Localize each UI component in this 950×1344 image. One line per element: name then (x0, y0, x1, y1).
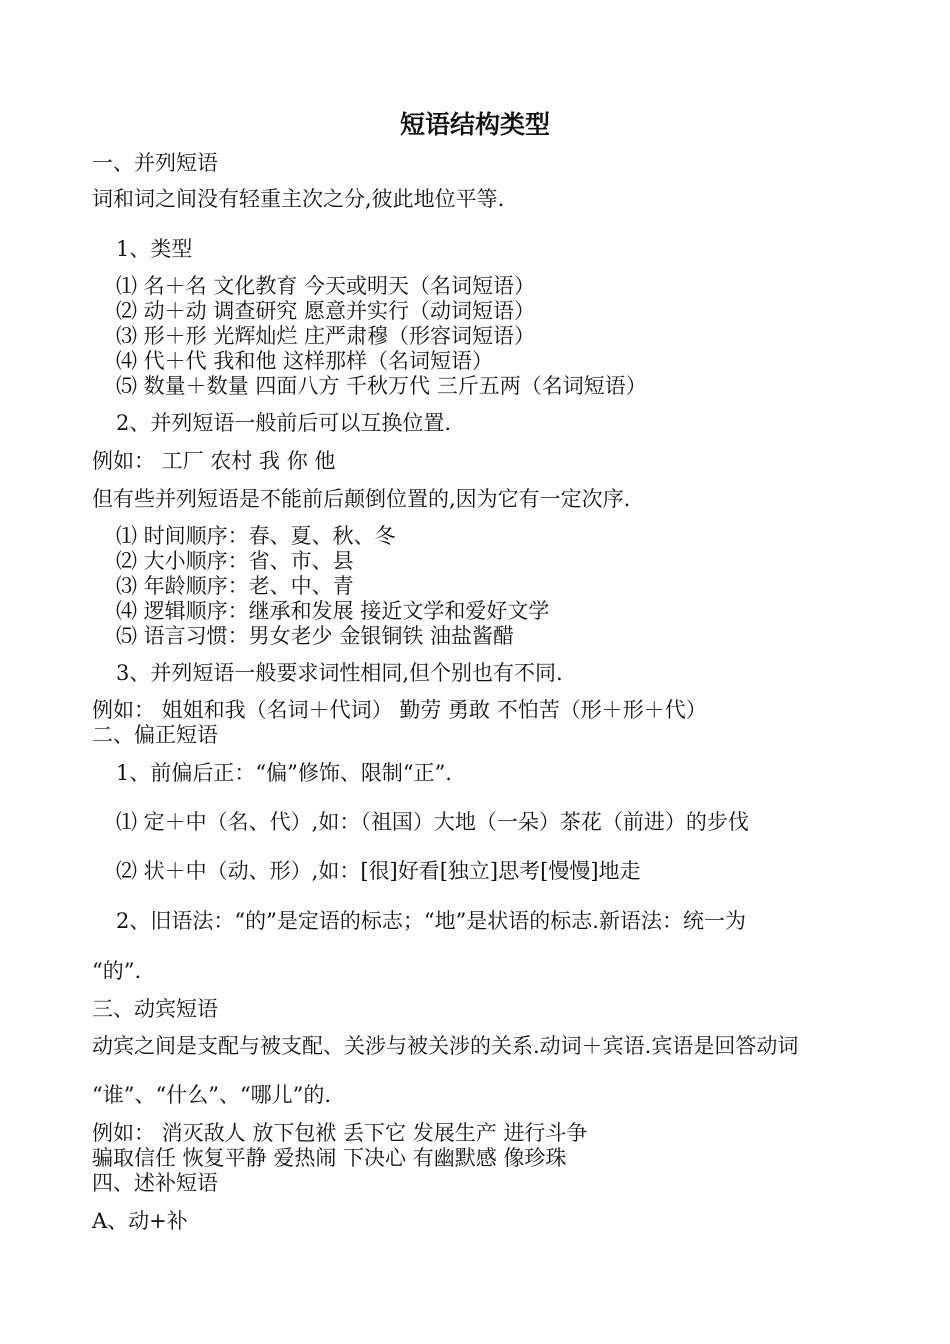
subheading: 3、并列短语一般要求词性相同,但个别也有不同. (116, 661, 563, 685)
paragraph-continuation: “谁”、“什么”、“哪儿”的. (92, 1083, 332, 1107)
list-item: ⑸ 数量＋数量 四面八方 千秋万代 三斤五两（名词短语） (116, 374, 647, 398)
section-heading-complement: 四、述补短语 (92, 1171, 218, 1195)
subheading: 1、前偏后正：“偏”修饰、限制“正”. (116, 761, 452, 785)
section-heading-coordinate: 一、并列短语 (92, 151, 218, 175)
paragraph: 词和词之间没有轻重主次之分,彼此地位平等. (92, 187, 505, 211)
list-item: ⑷ 逻辑顺序：继承和发展 接近文学和爱好文学 (116, 599, 550, 623)
list-item: ⑴ 时间顺序：春、夏、秋、冬 (116, 524, 396, 548)
paragraph: 动宾之间是支配与被支配、关涉与被关涉的关系.动词＋宾语.宾语是回答动词 (92, 1034, 799, 1058)
subheading: A、动+补 (92, 1209, 188, 1233)
example-line: 骗取信任 恢复平静 爱热闹 下决心 有幽默感 像珍珠 (92, 1146, 567, 1170)
section-heading-modifier: 二、偏正短语 (92, 723, 218, 747)
list-item: ⑶ 年龄顺序：老、中、青 (116, 574, 354, 598)
subheading: 2、并列短语一般前后可以互换位置. (116, 411, 452, 435)
page-title: 短语结构类型 (399, 110, 550, 139)
paragraph: 但有些并列短语是不能前后颠倒位置的,因为它有一定次序. (92, 487, 631, 511)
list-item: ⑷ 代＋代 我和他 这样那样（名词短语） (116, 349, 494, 373)
example-line: 例如： 消灭敌人 放下包袱 丢下它 发展生产 进行斗争 (92, 1121, 588, 1145)
example-line: 例如： 姐姐和我（名词＋代词） 勤劳 勇敢 不怕苦（形＋形＋代） (92, 698, 707, 722)
example-line: 例如： 工厂 农村 我 你 他 (92, 449, 336, 473)
list-item: ⑵ 大小顺序：省、市、县 (116, 549, 354, 573)
subheading: 1、类型 (116, 237, 193, 261)
list-item: ⑵ 状＋中（动、形）,如：[很]好看[独立]思考[慢慢]地走 (116, 859, 641, 883)
section-heading-verb-object: 三、动宾短语 (92, 997, 218, 1021)
subheading: 2、旧语法：“的”是定语的标志；“地”是状语的标志.新语法：统一为 (116, 909, 746, 933)
list-item: ⑶ 形＋形 光辉灿烂 庄严肃穆（形容词短语） (116, 324, 536, 348)
list-item: ⑵ 动＋动 调查研究 愿意并实行（动词短语） (116, 299, 536, 323)
list-item: ⑸ 语言习惯：男女老少 金银铜铁 油盐酱醋 (116, 624, 515, 648)
paragraph-continuation: “的”. (92, 959, 142, 983)
list-item: ⑴ 名＋名 文化教育 今天或明天（名词短语） (116, 274, 536, 298)
list-item: ⑴ 定＋中（名、代）,如：（祖国）大地（一朵）茶花（前进）的步伐 (116, 810, 749, 834)
